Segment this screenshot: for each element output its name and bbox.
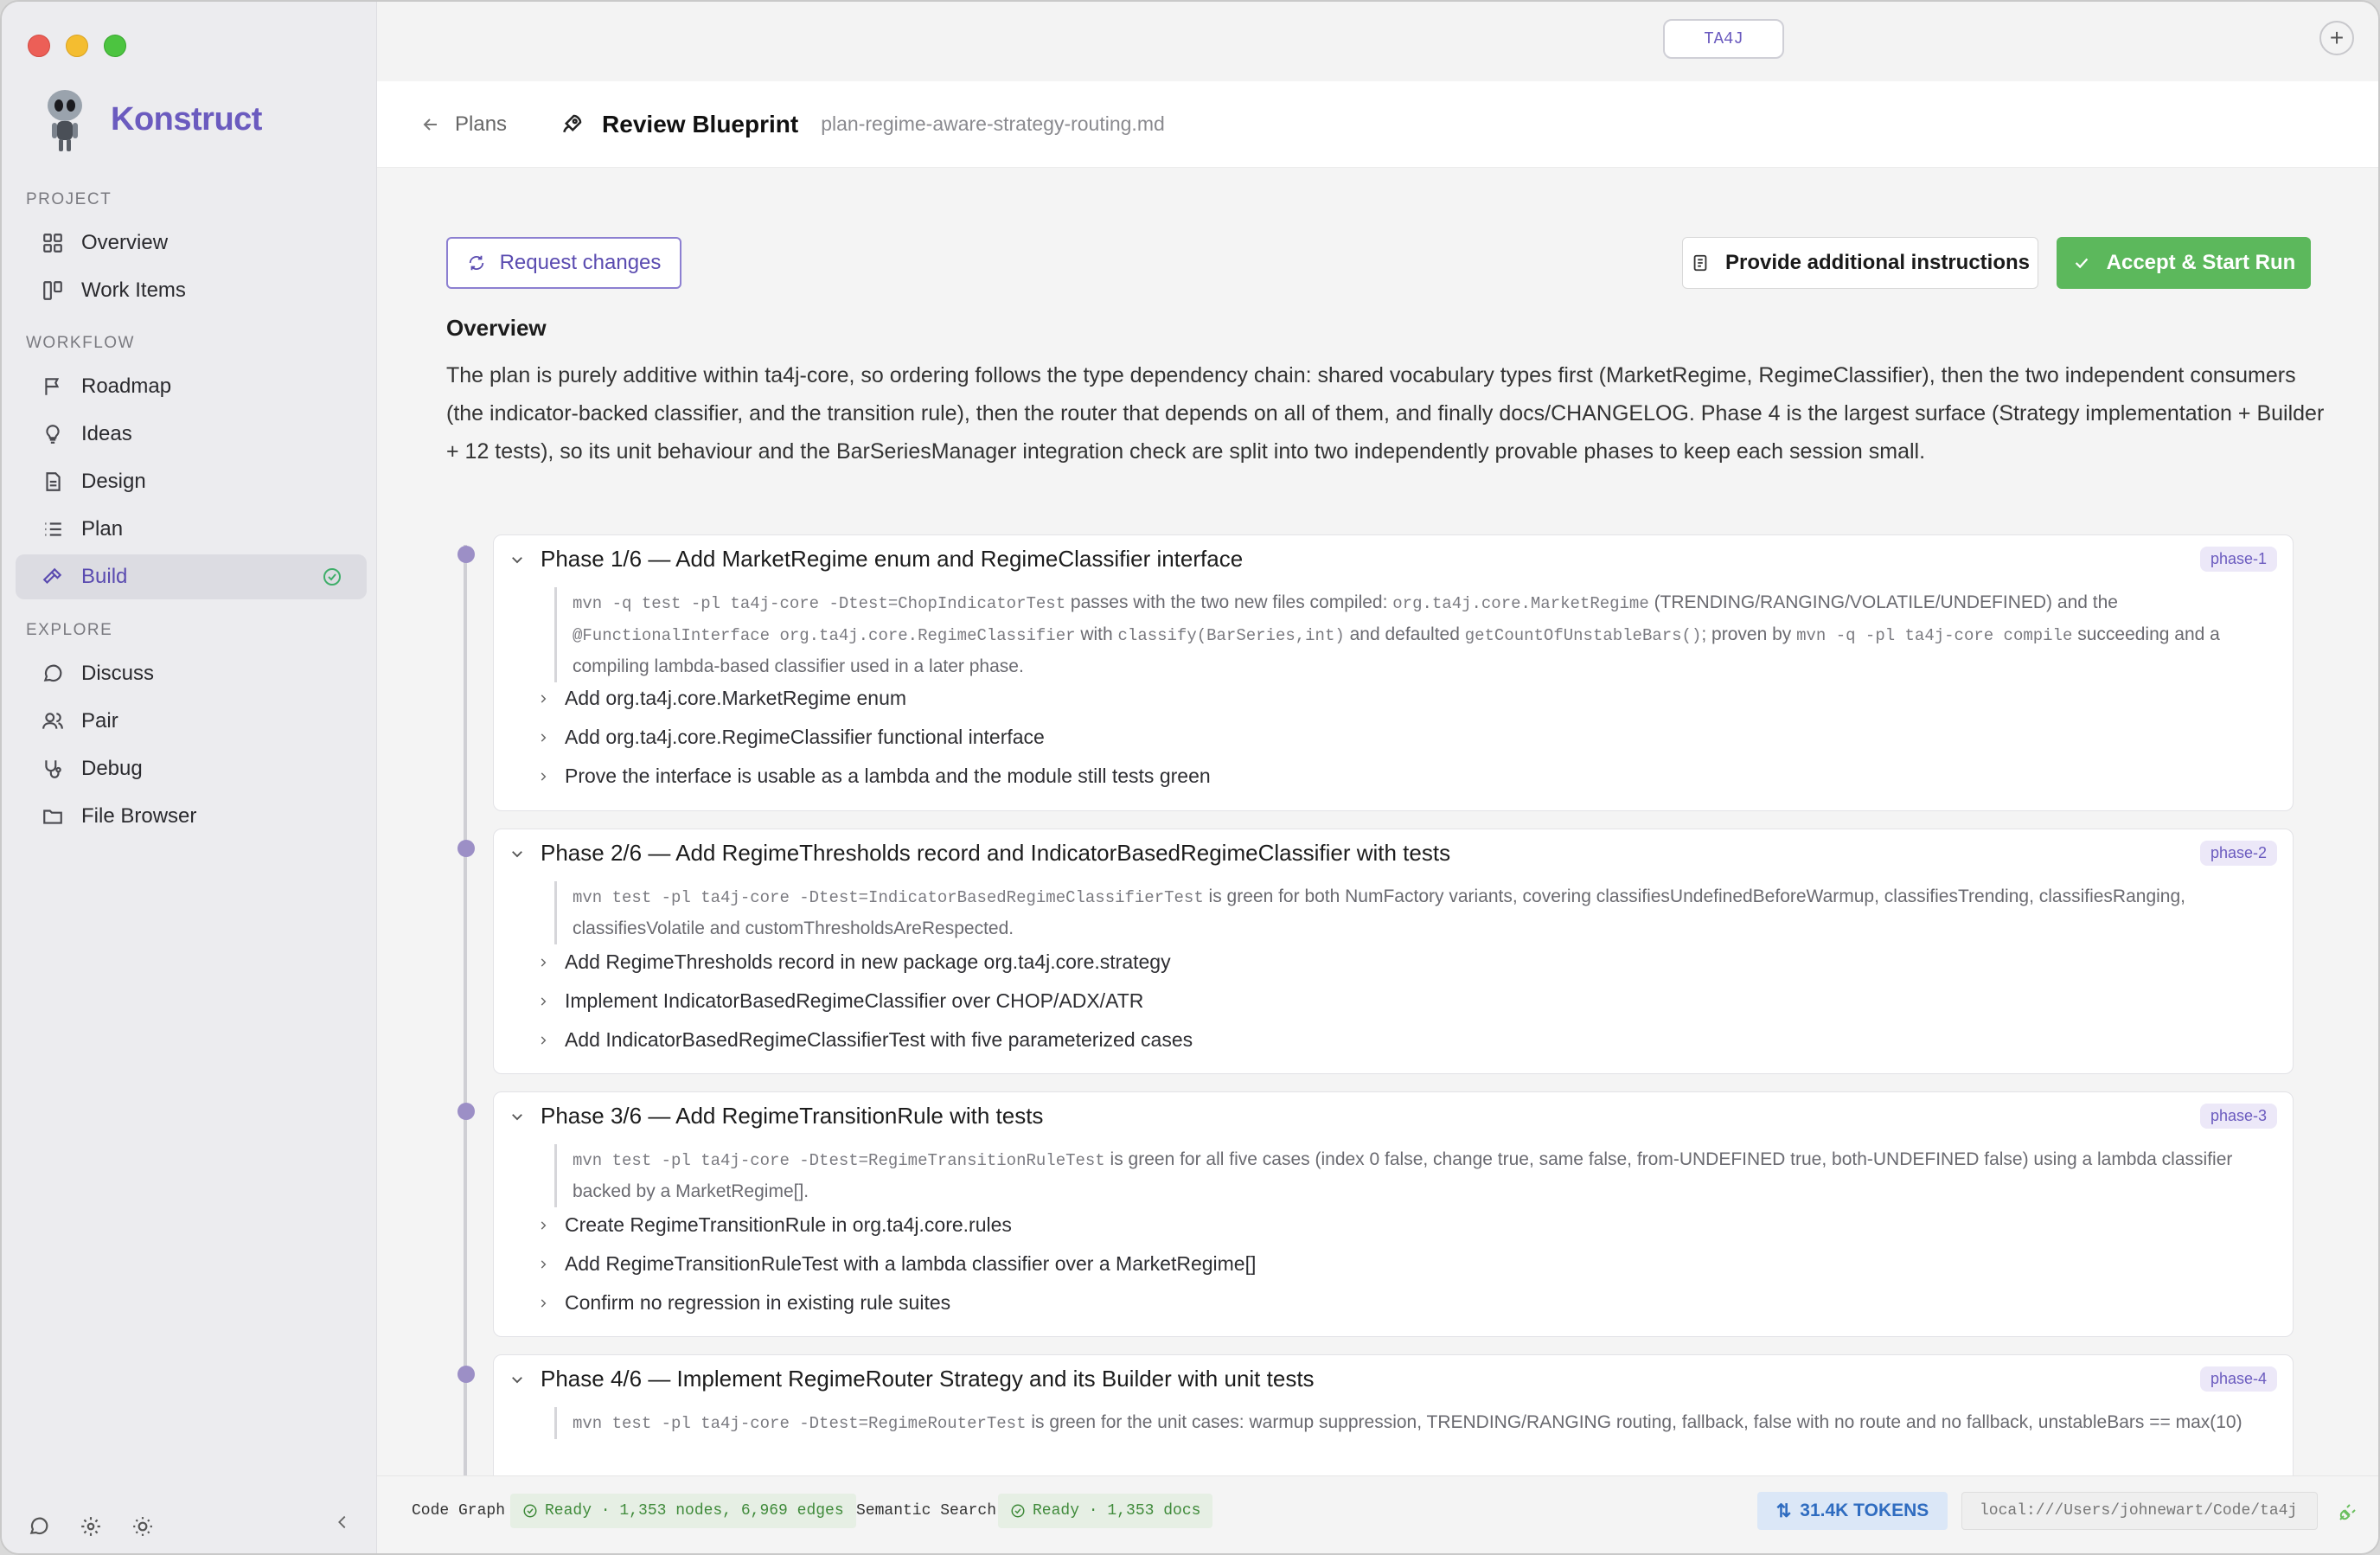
phase-badge: phase-4 [2200,1366,2277,1392]
chevron-left-icon [333,1513,352,1532]
zoom-window-button[interactable] [104,35,126,57]
document-icon [40,469,66,495]
proof-text: passes with the two new files compiled: [1065,592,1393,612]
timeline-dot [457,840,475,857]
chat-icon [40,661,66,687]
code-graph-status[interactable] [510,1494,856,1528]
hammer-icon [40,564,66,590]
chevron-right-icon [537,995,549,1008]
back-to-plans-link[interactable] [420,112,507,137]
brand [38,85,262,154]
check-circle-icon [1010,1503,1026,1519]
proof-text: ; proven by [1701,624,1797,644]
arrow-left-icon [420,114,441,135]
minimize-window-button[interactable] [66,35,88,57]
chevron-right-icon [537,771,549,783]
sidebar-item-overview[interactable] [16,221,367,266]
task-label: Add IndicatorBasedRegimeClassifierTest with five parameterized cases [565,1028,1193,1051]
sidebar-item-label: Overview [81,231,169,254]
page-title: Review Blueprint [602,110,799,138]
sidebar-item-label: Plan [81,517,124,541]
check-circle-icon [322,566,342,587]
phase-task[interactable] [537,765,1211,788]
proof-code: getCountOfUnstableBars() [1464,626,1702,645]
phase-toggle[interactable] [509,840,1450,867]
timeline-dot [457,1103,475,1120]
check-circle-icon [522,1503,538,1519]
chevron-right-icon [537,1258,549,1270]
sidebar-item-label: File Browser [81,804,197,828]
phase-proof [554,881,2275,944]
phase-proof [554,1144,2275,1207]
task-label: Create RegimeTransitionRule in org.ta4j.core.rules [565,1213,1012,1236]
sidebar-item-ideas[interactable] [16,412,367,457]
proof-code: mvn -q test -pl ta4j-core -Dtest=ChopIndicatorTest [573,594,1066,613]
phase-task[interactable] [537,1213,1012,1237]
phase-card [493,1354,2294,1475]
users-icon [40,708,66,734]
token-count: 31.4K TOKENS [1800,1501,1929,1520]
proof-code: mvn test -pl ta4j-core -Dtest=RegimeRouterTest [573,1414,1027,1433]
phase-title: Phase 3/6 — Add RegimeTransitionRule with tests [541,1103,1044,1129]
phase-badge: phase-3 [2200,1104,2277,1129]
sidebar-item-label: Design [81,470,146,493]
proof-code: @FunctionalInterface org.ta4j.core.RegimeClassifier [573,626,1076,645]
task-label: Implement IndicatorBasedRegimeClassifier over CHOP/ADX/ATR [565,989,1144,1012]
project-tab[interactable]: TA4J [1663,19,1784,59]
sidebar-item-file-browser[interactable] [16,794,367,839]
robot-logo-icon [38,85,92,154]
sidebar-item-plan[interactable] [16,507,367,552]
phase-task[interactable] [537,1291,950,1315]
flag-icon [40,374,66,400]
chevron-right-icon [537,1297,549,1309]
semantic-search-label: Semantic Search [856,1502,997,1520]
task-label: Add org.ta4j.core.MarketRegime enum [565,687,907,709]
phase-card [493,534,2294,811]
sidebar-item-pair[interactable] [16,699,367,744]
section-title-workflow: WORKFLOW [26,334,135,352]
phase-toggle[interactable] [509,546,1243,573]
phase-badge: phase-1 [2200,547,2277,572]
proof-text: is green for both NumFactory variants, covering classifiesUndefinedBeforeWarmup, classifiesTrending, classifiesRanging, classifiesVolatile and customThresholdsAreRespected. [573,886,2185,938]
stethoscope-icon [40,756,66,782]
proof-text: succeeding and a compiling lambda-based classifier used in a later phase. [573,624,2220,676]
phase-task[interactable] [537,1252,1256,1276]
sun-icon[interactable] [131,1515,154,1538]
phase-card [493,1091,2294,1337]
close-window-button[interactable] [28,35,50,57]
code-graph-status-text: Ready · 1,353 nodes, 6,969 edges [545,1502,844,1520]
connection-status[interactable] [2337,1502,2358,1527]
kanban-icon [40,278,66,304]
sidebar-item-debug[interactable] [16,746,367,791]
chevron-right-icon [537,1034,549,1046]
phase-proof [554,587,2275,682]
clipboard-icon [1691,253,1710,272]
app-name: Konstruct [111,100,262,138]
task-label: Add RegimeThresholds record in new package org.ta4j.core.strategy [565,950,1171,973]
phase-badge: phase-2 [2200,841,2277,866]
sidebar-footer [28,1515,154,1538]
page-header [377,81,2378,168]
phase-title: Phase 4/6 — Implement RegimeRouter Strategy and its Builder with unit tests [541,1366,1315,1392]
phase-toggle[interactable] [509,1103,1043,1129]
provide-instructions-label: Provide additional instructions [1724,251,2031,274]
phase-title: Phase 1/6 — Add MarketRegime enum and RegimeClassifier interface [541,546,1244,572]
collapse-sidebar-button[interactable] [333,1513,352,1536]
request-changes-button[interactable] [446,237,681,289]
phase-proof [554,1407,2275,1439]
workspace-path[interactable]: local:///Users/johnewart/Code/ta4j [1961,1492,2318,1530]
sort-arrows-icon: ⇅ [1775,1501,1792,1521]
request-changes-label: Request changes [499,251,662,274]
phase-task[interactable] [537,989,1143,1013]
sidebar-item-design[interactable] [16,459,367,504]
plug-icon [2337,1502,2358,1523]
chevron-right-icon [537,732,549,744]
chevron-down-icon [509,1109,525,1124]
sidebar-item-work-items[interactable] [16,268,367,313]
proof-code: mvn test -pl ta4j-core -Dtest=IndicatorBasedRegimeClassifierTest [573,888,1204,907]
phase-task[interactable] [537,1028,1193,1052]
sidebar-item-label: Roadmap [81,374,172,398]
semantic-search-status[interactable] [998,1494,1212,1528]
grid-icon [40,230,66,256]
main-content [377,168,2378,1475]
gear-icon[interactable] [80,1515,102,1538]
chat-icon[interactable] [28,1515,50,1538]
plus-icon: + [2329,24,2345,51]
proof-text: (TRENDING/RANGING/VOLATILE/UNDEFINED) and the [1648,592,2118,612]
back-label: Plans [455,112,508,136]
proof-text: with [1075,624,1118,644]
phase-toggle[interactable] [509,1366,1315,1392]
plan-filename: plan-regime-aware-strategy-routing.md [821,112,1165,135]
accept-label: Accept & Start Run [2106,251,2296,274]
proof-code: mvn test -pl ta4j-core -Dtest=RegimeTransitionRuleTest [573,1151,1105,1170]
sidebar-item-label: Build [81,565,128,588]
section-title-explore: EXPLORE [26,621,113,639]
proof-code: classify(BarSeries,int) [1117,626,1345,645]
overview-title: Overview [446,315,547,341]
sidebar-item-label: Ideas [81,422,132,445]
sidebar-item-label: Debug [81,757,143,780]
chevron-right-icon [537,957,549,969]
proof-text: is green for the unit cases: warmup suppression, TRENDING/RANGING routing, fallback, false with no route and no fallback, unstableBars == max(10) [1026,1412,2242,1432]
chevron-right-icon [537,693,549,705]
refresh-icon [467,253,486,272]
new-tab-button[interactable] [2319,21,2354,55]
phase-title: Phase 2/6 — Add RegimeThresholds record and IndicatorBasedRegimeClassifier with tests [541,840,1451,866]
semantic-search-status-text: Ready · 1,353 docs [1033,1502,1201,1520]
sidebar [2,2,377,1555]
phase-task[interactable] [537,687,906,710]
chevron-down-icon [509,1372,525,1387]
proof-code: mvn -q -pl ta4j-core compile [1796,626,2073,645]
rocket-icon [559,112,585,138]
task-label: Confirm no regression in existing rule suites [565,1291,951,1314]
sidebar-item-build[interactable] [16,554,367,599]
phase-task[interactable] [537,950,1171,974]
timeline-dot [457,546,475,563]
list-icon [40,516,66,542]
proof-code: org.ta4j.core.MarketRegime [1392,594,1649,613]
code-graph-label: Code Graph [412,1502,506,1520]
lightbulb-icon [40,421,66,447]
sidebar-item-label: Discuss [81,662,155,685]
accept-start-run-button[interactable] [2057,237,2311,289]
sidebar-item-roadmap[interactable] [16,364,367,409]
phase-card [493,829,2294,1074]
task-label: Add RegimeTransitionRuleTest with a lambda classifier over a MarketRegime[] [565,1252,1257,1275]
check-icon [2072,253,2091,272]
overview-text: The plan is purely additive within ta4j-core, so ordering follows the type dependency chain: shared vocabulary types first (MarketRegime, RegimeClassifier), then the two independent consumers (the indicator-backed classifier, and the transition rule), then the router that depends on all of them, and finally docs/CHANGELOG. Phase 4 is the largest surface (Strategy implementation + Builder + 12 tests), so its unit behaviour and the BarSeriesManager integration check are split into two independently provable phases to keep each session small. [446,363,2325,464]
proof-text: is green for all five cases (index 0 false, change true, same false, from-UNDEFINED true, both-UNDEFINED false) using a lambda classifier backed by a MarketRegime[]. [573,1149,2233,1201]
proof-text: and defaulted [1344,624,1465,644]
chevron-down-icon [509,846,525,861]
task-label: Add org.ta4j.core.RegimeClassifier functional interface [565,726,1045,748]
sidebar-item-label: Work Items [81,278,186,302]
status-bar [377,1475,2378,1553]
chevron-down-icon [509,552,525,567]
sidebar-item-label: Pair [81,709,118,733]
section-title-project: PROJECT [26,190,112,208]
title-bar [377,2,2378,80]
task-label: Prove the interface is usable as a lambda and the module still tests green [565,765,1211,787]
token-count-badge[interactable] [1757,1492,1948,1530]
folder-icon [40,803,66,829]
provide-instructions-button[interactable] [1682,237,2038,289]
sidebar-item-discuss[interactable] [16,651,367,696]
timeline-dot [457,1366,475,1383]
phase-task[interactable] [537,726,1045,749]
chevron-right-icon [537,1219,549,1232]
phase-timeline [464,545,467,1475]
window-controls [28,35,126,57]
